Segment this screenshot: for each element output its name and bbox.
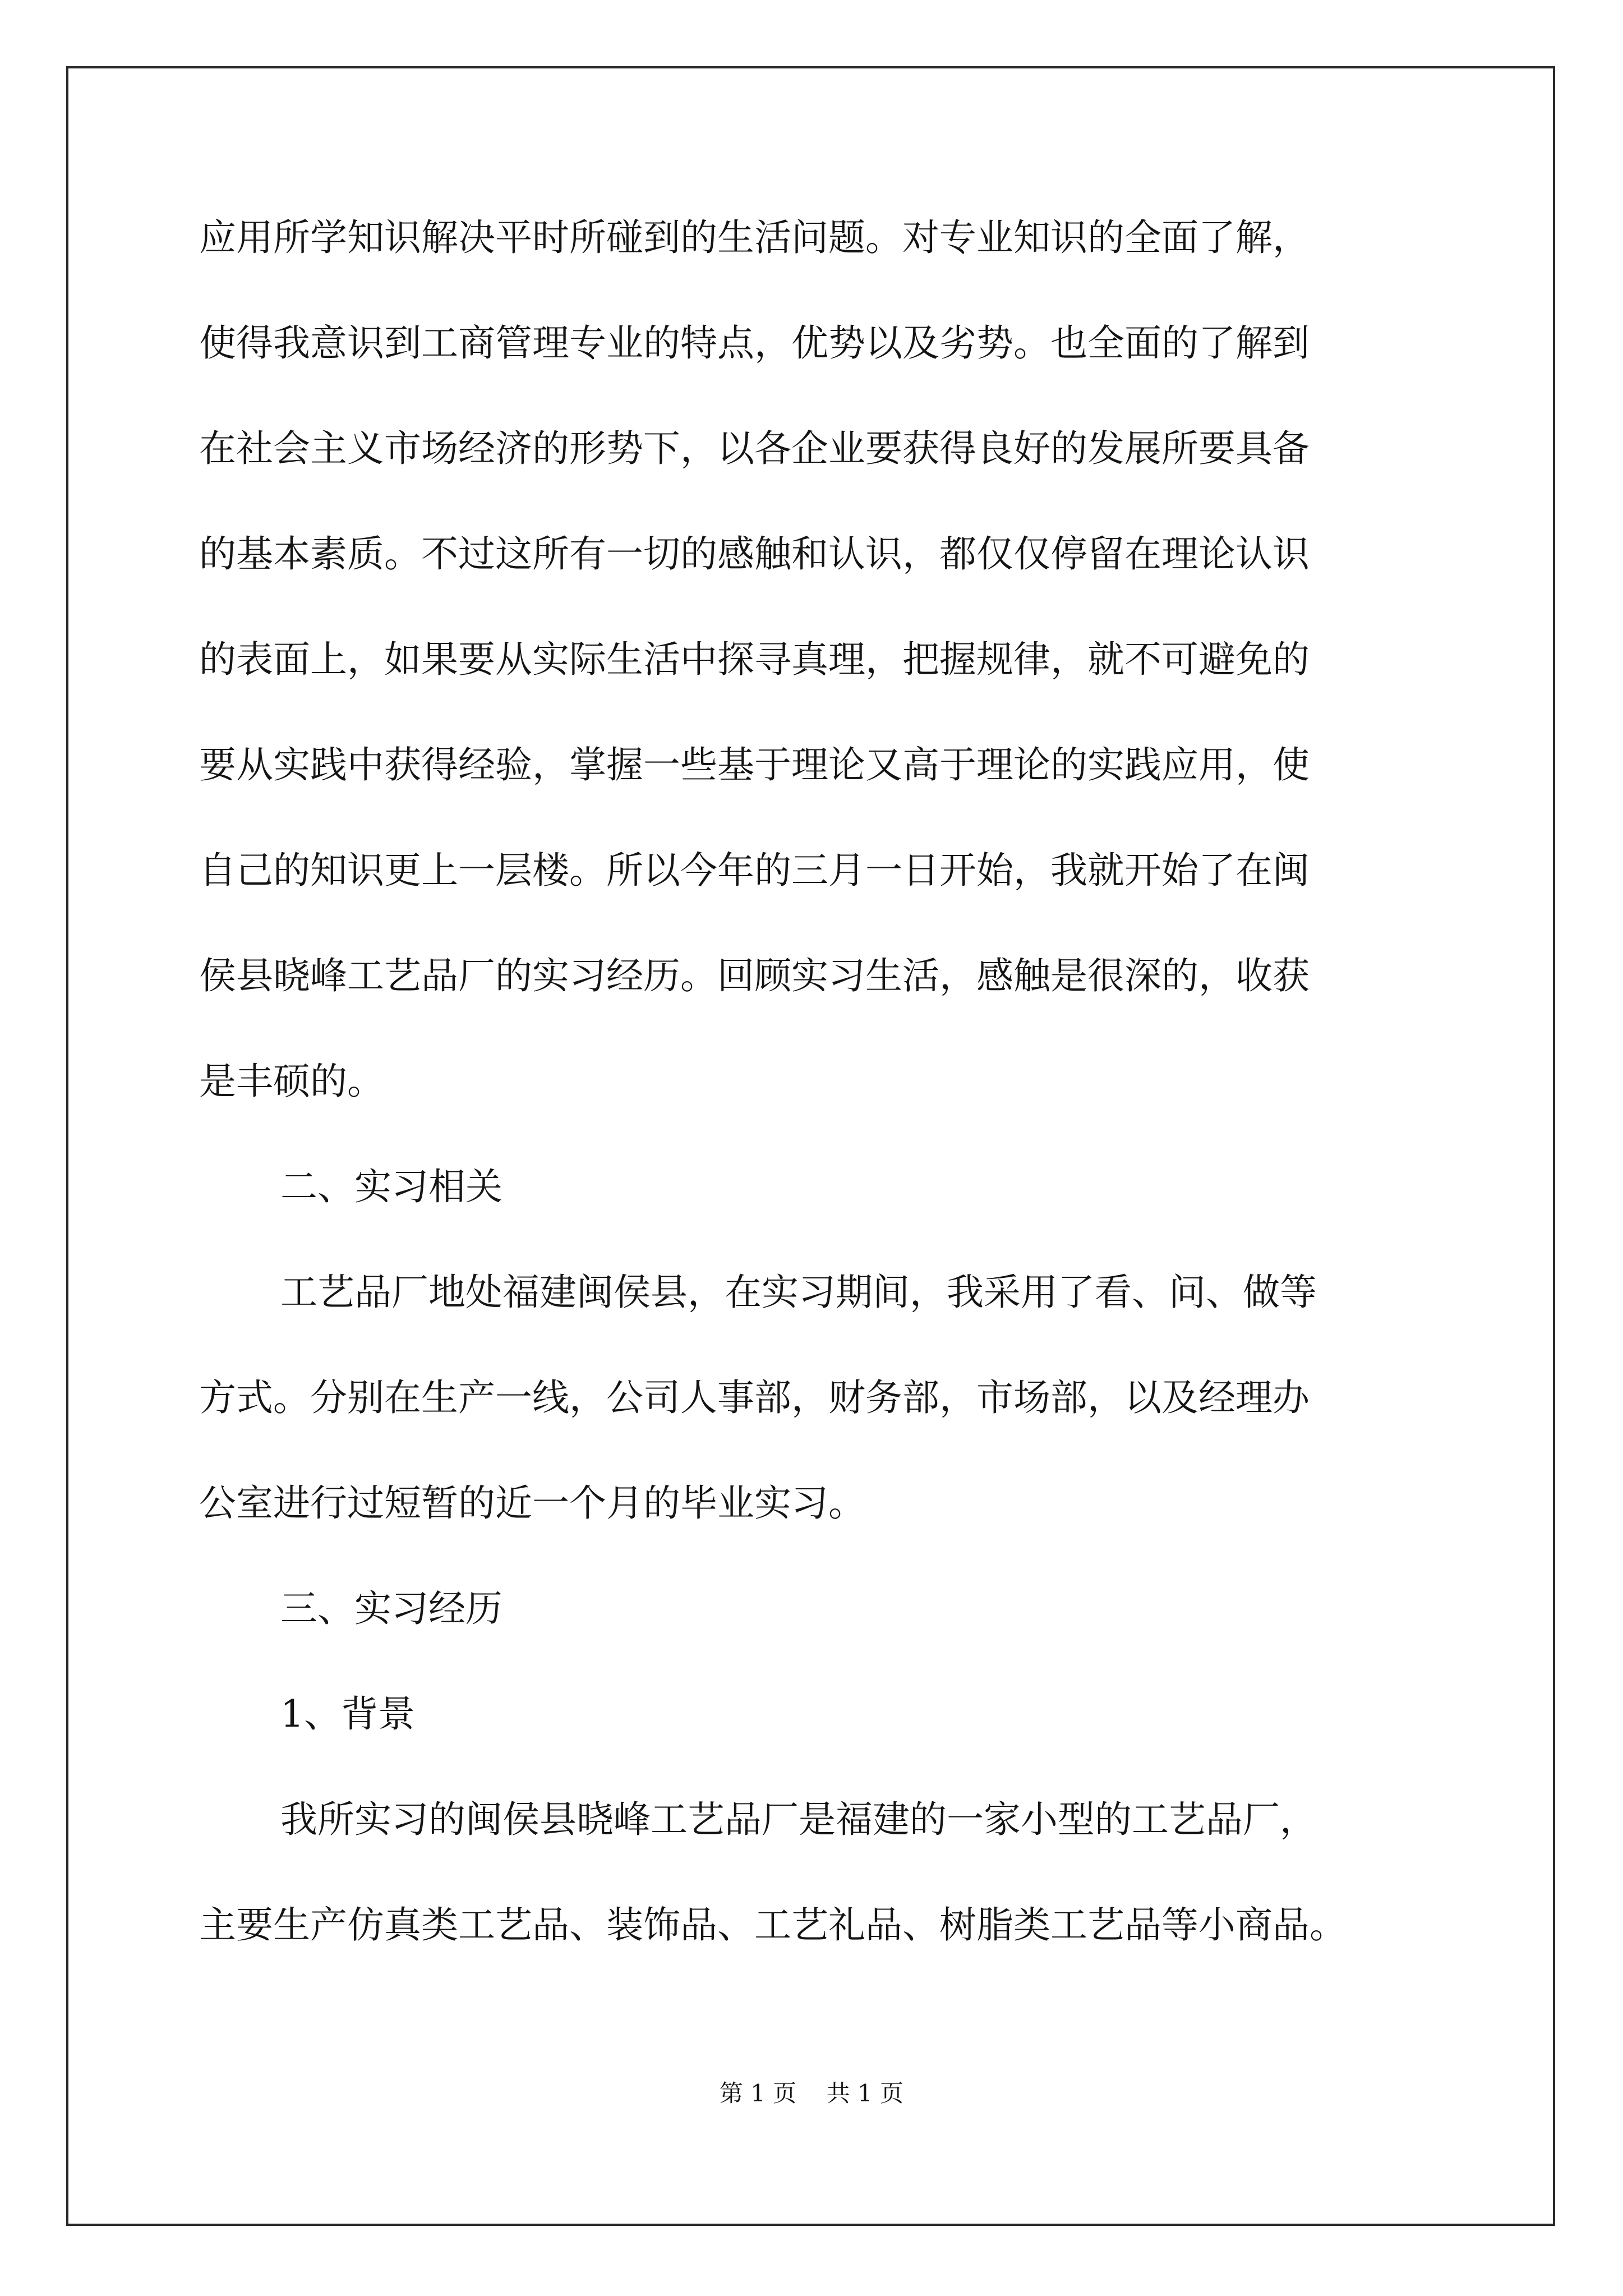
body-line: 使得我意识到工商管理专业的特点，优势以及劣势。也全面的了解到 bbox=[199, 321, 1310, 365]
body-line: 工艺品厂地处福建闽侯县，在实习期间，我采用了看、问、做等 bbox=[280, 1271, 1317, 1314]
body-line: 的表面上，如果要从实际生活中探寻真理，把握规律，就不可避免的 bbox=[199, 638, 1310, 681]
subsection-heading: 1、背景 bbox=[280, 1692, 415, 1736]
body-line: 我所实习的闽侯县晓峰工艺品厂是福建的一家小型的工艺品厂， bbox=[280, 1798, 1317, 1841]
body-line: 自己的知识更上一层楼。所以今年的三月一日开始，我就开始了在闽 bbox=[199, 849, 1310, 892]
body-line: 方式。分别在生产一线，公司人事部，财务部，市场部，以及经理办 bbox=[199, 1376, 1310, 1419]
body-line: 要从实践中获得经验，掌握一些基于理论又高于理论的实践应用，使 bbox=[199, 743, 1310, 786]
page-border bbox=[66, 66, 1555, 2226]
body-line: 公室进行过短暂的近一个月的毕业实习。 bbox=[199, 1481, 865, 1525]
page-number-footer: 第 1 页 共 1 页 bbox=[719, 2079, 904, 2107]
section-heading: 三、实习经历 bbox=[280, 1587, 502, 1630]
section-heading: 二、实习相关 bbox=[280, 1165, 502, 1208]
body-line: 主要生产仿真类工艺品、装饰品、工艺礼品、树脂类工艺品等小商品。 bbox=[199, 1903, 1347, 1947]
body-line: 的基本素质。不过这所有一切的感触和认识，都仅仅停留在理论认识 bbox=[199, 532, 1310, 576]
body-line: 侯县晓峰工艺品厂的实习经历。回顾实习生活，感触是很深的，收获 bbox=[199, 954, 1310, 997]
body-line: 是丰硕的。 bbox=[199, 1060, 384, 1103]
body-line: 在社会主义市场经济的形势下，以各企业要获得良好的发展所要具备 bbox=[199, 427, 1310, 470]
body-line: 应用所学知识解决平时所碰到的生活问题。对专业知识的全面了解， bbox=[199, 216, 1310, 259]
